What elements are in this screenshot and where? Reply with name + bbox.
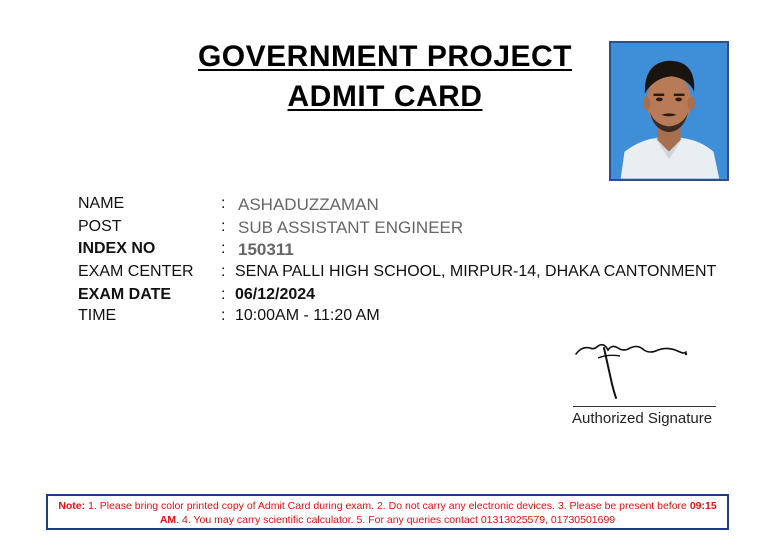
field-value: ASHADUZZAMAN — [238, 195, 379, 214]
field-label: POST — [78, 218, 122, 235]
field-separator: : — [221, 195, 226, 212]
note-box — [46, 494, 729, 530]
signature-label: Authorized Signature — [572, 410, 713, 427]
document-title-line1: GOVERNMENT PROJECT — [197, 40, 573, 73]
field-separator: : — [221, 286, 226, 303]
field-separator: : — [221, 218, 226, 235]
field-value: 10:00AM - 11:20 AM — [235, 307, 380, 324]
field-separator: : — [221, 240, 226, 257]
field-label: EXAM DATE — [78, 286, 172, 303]
field-label: TIME — [78, 307, 117, 324]
candidate-photo — [609, 41, 729, 181]
field-label: EXAM CENTER — [78, 263, 194, 280]
field-label: INDEX NO — [78, 240, 156, 257]
note-prefix: Note: — [58, 500, 86, 512]
note-time: 09:15 AM — [159, 500, 717, 526]
field-label: NAME — [78, 195, 125, 212]
field-value: 06/12/2024 — [235, 286, 316, 303]
signature-line — [573, 406, 716, 407]
document-title-line2: ADMIT CARD — [287, 80, 483, 113]
field-value: SENA PALLI HIGH SCHOOL, MIRPUR-14, DHAKA CANTONMENT — [235, 263, 717, 280]
field-value: 150311 — [238, 240, 294, 259]
field-separator: : — [221, 307, 226, 324]
field-value: SUB ASSISTANT ENGINEER — [238, 218, 464, 237]
note-text: 1. Please bring color printed copy of Admit Card during exam. 2. Do not carry any electronic devices. 3. Please be present before — [85, 500, 690, 512]
note-text-continued: . 4. You may carry scientific calculator. 5. For any queries contact 01313025579, 01730501699 — [176, 514, 616, 526]
field-separator: : — [221, 263, 226, 280]
signature-image — [568, 336, 718, 406]
